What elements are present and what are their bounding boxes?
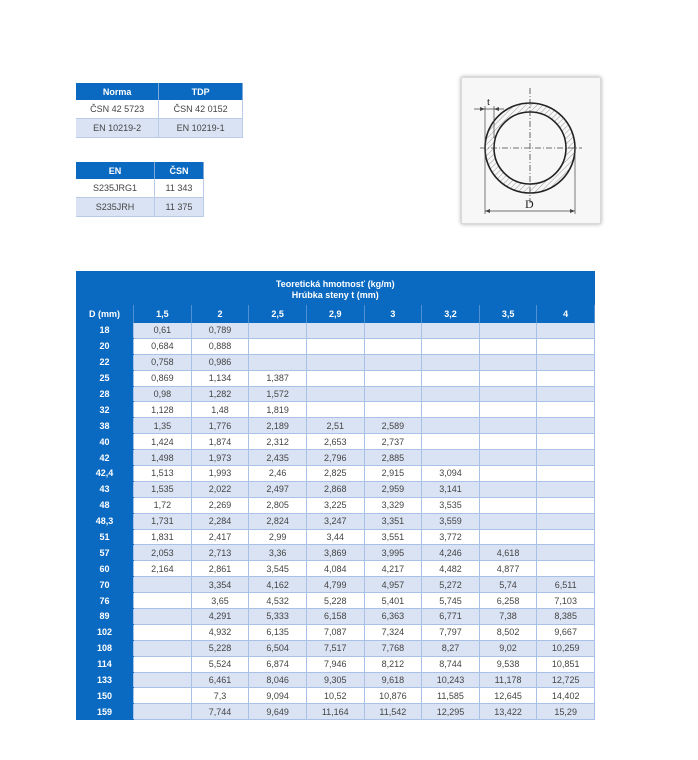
header-thickness: 3,2 xyxy=(422,305,480,323)
weight-cell: 2,022 xyxy=(191,481,249,497)
arrow-d-right xyxy=(570,209,575,213)
weight-cell xyxy=(537,402,595,418)
weight-cell: 2,885 xyxy=(364,450,422,466)
weight-cell: 4,246 xyxy=(422,545,480,561)
weight-cell: 9,094 xyxy=(249,688,307,704)
weight-cell: 3,225 xyxy=(306,497,364,513)
header-thickness: 2,9 xyxy=(306,305,364,323)
table-row xyxy=(76,450,595,466)
weight-cell xyxy=(422,338,480,354)
weight-cell: 10,851 xyxy=(537,656,595,672)
table-row xyxy=(76,656,595,672)
weight-cell: 2,189 xyxy=(249,418,307,434)
weight-cell xyxy=(537,386,595,402)
weight-cell: 9,667 xyxy=(537,624,595,640)
weight-cell: 4,217 xyxy=(364,561,422,577)
weight-cell xyxy=(306,354,364,370)
weight-cell: 1,731 xyxy=(134,513,192,529)
weight-cell xyxy=(479,402,537,418)
weight-cell: 1,831 xyxy=(134,529,192,545)
weight-cell xyxy=(364,338,422,354)
weight-cell: 5,333 xyxy=(249,609,307,625)
weight-cell: 9,305 xyxy=(306,672,364,688)
weight-cell: 10,243 xyxy=(422,672,480,688)
table-row xyxy=(76,561,595,577)
weight-cell xyxy=(537,561,595,577)
weight-cell: 7,517 xyxy=(306,640,364,656)
weight-cell: 2,737 xyxy=(364,434,422,450)
table-row xyxy=(76,323,595,338)
weight-cell xyxy=(537,497,595,513)
weight-cell: 4,618 xyxy=(479,545,537,561)
weight-cell xyxy=(306,338,364,354)
weight-cell: 2,269 xyxy=(191,497,249,513)
weight-cell: 4,532 xyxy=(249,593,307,609)
weight-cell: 1,973 xyxy=(191,450,249,466)
weight-cell xyxy=(422,450,480,466)
weight-cell: 7,103 xyxy=(537,593,595,609)
weight-cell: 12,645 xyxy=(479,688,537,704)
weight-cell xyxy=(422,434,480,450)
weight-cell: 10,52 xyxy=(306,688,364,704)
table-row xyxy=(76,593,595,609)
pipe-diagram-svg xyxy=(462,78,600,223)
header-norma: Norma xyxy=(76,83,159,100)
table-row xyxy=(76,434,595,450)
weight-cell xyxy=(364,386,422,402)
weight-cell: 0,684 xyxy=(134,338,192,354)
weight-cell: 1,282 xyxy=(191,386,249,402)
materials-table xyxy=(76,162,204,217)
table-row xyxy=(76,529,595,545)
cell: ČSN 42 5723 xyxy=(76,100,159,119)
weight-cell xyxy=(479,386,537,402)
weight-cell: 2,164 xyxy=(134,561,192,577)
weight-cell: 6,135 xyxy=(249,624,307,640)
weight-cell: 11,585 xyxy=(422,688,480,704)
weight-cell: 2,46 xyxy=(249,466,307,482)
weight-cell xyxy=(479,354,537,370)
weight-cell: 0,758 xyxy=(134,354,192,370)
weight-cell: 4,084 xyxy=(306,561,364,577)
weight-cell: 8,385 xyxy=(537,609,595,625)
title-line1: Teoretická hmotnosť (kg/m) xyxy=(275,279,395,289)
diameter-cell: 48 xyxy=(76,497,134,513)
diameter-cell: 60 xyxy=(76,561,134,577)
weight-cell xyxy=(134,640,192,656)
weight-cell: 7,946 xyxy=(306,656,364,672)
weight-cell: 0,789 xyxy=(191,323,249,338)
header-thickness: 4 xyxy=(537,305,595,323)
weight-cell: 10,876 xyxy=(364,688,422,704)
weight-cell: 4,932 xyxy=(191,624,249,640)
weight-cell: 2,959 xyxy=(364,481,422,497)
weight-cell: 7,797 xyxy=(422,624,480,640)
weight-cell: 2,653 xyxy=(306,434,364,450)
diameter-cell: 18 xyxy=(76,323,134,338)
weight-cell: 1,819 xyxy=(249,402,307,418)
table-row xyxy=(76,513,595,529)
diameter-cell: 32 xyxy=(76,402,134,418)
weight-cell: 5,228 xyxy=(306,593,364,609)
table-row xyxy=(76,609,595,625)
header-thickness: 3 xyxy=(364,305,422,323)
table-row xyxy=(76,100,243,119)
weight-table xyxy=(76,271,595,720)
title-line2: Hrúbka steny t (mm) xyxy=(291,290,379,300)
weight-cell: 11,164 xyxy=(306,704,364,720)
weight-cell: 2,915 xyxy=(364,466,422,482)
weight-cell: 11,542 xyxy=(364,704,422,720)
diameter-cell: 42 xyxy=(76,450,134,466)
weight-cell xyxy=(364,323,422,338)
table-row xyxy=(76,386,595,402)
header-thickness: 2,5 xyxy=(249,305,307,323)
weight-cell: 5,74 xyxy=(479,577,537,593)
diameter-cell: 42,4 xyxy=(76,466,134,482)
weight-cell: 1,513 xyxy=(134,466,192,482)
weight-cell xyxy=(306,323,364,338)
weight-cell xyxy=(249,323,307,338)
weight-cell: 5,272 xyxy=(422,577,480,593)
weight-cell xyxy=(422,386,480,402)
weight-cell: 8,27 xyxy=(422,640,480,656)
weight-cell: 6,258 xyxy=(479,593,537,609)
table-row xyxy=(76,338,595,354)
diameter-cell: 43 xyxy=(76,481,134,497)
weight-cell xyxy=(537,529,595,545)
weight-cell: 0,61 xyxy=(134,323,192,338)
diameter-cell: 20 xyxy=(76,338,134,354)
weight-cell: 5,745 xyxy=(422,593,480,609)
weight-cell: 9,618 xyxy=(364,672,422,688)
weight-cell xyxy=(537,434,595,450)
weight-cell: 9,649 xyxy=(249,704,307,720)
weight-cell: 1,134 xyxy=(191,370,249,386)
weight-cell xyxy=(479,434,537,450)
weight-cell: 1,498 xyxy=(134,450,192,466)
thickness-label: t xyxy=(487,96,491,108)
weight-cell: 8,212 xyxy=(364,656,422,672)
weight-cell: 2,99 xyxy=(249,529,307,545)
weight-cell: 7,324 xyxy=(364,624,422,640)
cell: EN 10219-1 xyxy=(159,119,243,138)
weight-cell xyxy=(537,545,595,561)
arrow-t-right xyxy=(494,107,499,111)
diameter-cell: 70 xyxy=(76,577,134,593)
weight-cell: 3,36 xyxy=(249,545,307,561)
weight-cell: 6,363 xyxy=(364,609,422,625)
weight-cell xyxy=(364,402,422,418)
arrow-d-left xyxy=(485,209,490,213)
header-tdp: TDP xyxy=(159,83,243,100)
weight-cell: 14,402 xyxy=(537,688,595,704)
weight-cell xyxy=(537,338,595,354)
weight-cell: 7,744 xyxy=(191,704,249,720)
weight-cell: 1,387 xyxy=(249,370,307,386)
weight-cell: 5,524 xyxy=(191,656,249,672)
diameter-cell: 76 xyxy=(76,593,134,609)
weight-cell: 6,158 xyxy=(306,609,364,625)
weight-cell xyxy=(134,688,192,704)
weight-cell xyxy=(479,481,537,497)
weight-cell xyxy=(422,354,480,370)
weight-cell xyxy=(364,354,422,370)
table-row xyxy=(76,577,595,593)
weight-table-body xyxy=(76,323,595,720)
weight-cell: 8,744 xyxy=(422,656,480,672)
diameter-cell: 114 xyxy=(76,656,134,672)
table-row xyxy=(76,119,243,138)
weight-cell: 7,768 xyxy=(364,640,422,656)
weight-cell: 6,771 xyxy=(422,609,480,625)
weight-cell: 8,502 xyxy=(479,624,537,640)
weight-cell: 6,461 xyxy=(191,672,249,688)
weight-cell xyxy=(422,402,480,418)
column-header-row xyxy=(76,305,595,323)
table-row xyxy=(76,198,204,217)
cell: ČSN 42 0152 xyxy=(159,100,243,119)
header-thickness: 3,5 xyxy=(479,305,537,323)
diameter-cell: 38 xyxy=(76,418,134,434)
weight-cell xyxy=(134,704,192,720)
weight-cell: 1,874 xyxy=(191,434,249,450)
weight-table-title xyxy=(76,271,595,305)
weight-cell xyxy=(479,529,537,545)
weight-cell: 0,869 xyxy=(134,370,192,386)
table-row xyxy=(76,481,595,497)
weight-cell: 0,98 xyxy=(134,386,192,402)
table-row xyxy=(76,545,595,561)
weight-cell: 2,435 xyxy=(249,450,307,466)
weight-cell xyxy=(479,418,537,434)
weight-cell xyxy=(537,323,595,338)
standards-table xyxy=(76,83,243,138)
diameter-label: D xyxy=(525,197,534,211)
weight-cell: 3,141 xyxy=(422,481,480,497)
weight-cell: 0,986 xyxy=(191,354,249,370)
diameter-cell: 159 xyxy=(76,704,134,720)
weight-cell: 2,861 xyxy=(191,561,249,577)
diameter-cell: 102 xyxy=(76,624,134,640)
weight-cell xyxy=(479,370,537,386)
weight-cell xyxy=(537,450,595,466)
weight-cell xyxy=(249,354,307,370)
cell: S235JRG1 xyxy=(76,179,154,198)
pipe-cross-section-diagram xyxy=(461,77,601,224)
weight-cell: 1,424 xyxy=(134,434,192,450)
diameter-cell: 57 xyxy=(76,545,134,561)
weight-cell: 11,178 xyxy=(479,672,537,688)
weight-cell xyxy=(134,672,192,688)
table-row xyxy=(76,497,595,513)
weight-cell: 12,725 xyxy=(537,672,595,688)
arrow-t-left xyxy=(480,107,485,111)
weight-cell: 3,995 xyxy=(364,545,422,561)
weight-cell: 2,312 xyxy=(249,434,307,450)
weight-cell xyxy=(537,370,595,386)
weight-cell: 3,535 xyxy=(422,497,480,513)
table-row xyxy=(76,402,595,418)
weight-cell: 9,538 xyxy=(479,656,537,672)
weight-cell xyxy=(537,513,595,529)
weight-cell xyxy=(364,370,422,386)
weight-cell xyxy=(479,338,537,354)
weight-cell: 2,868 xyxy=(306,481,364,497)
weight-cell xyxy=(422,323,480,338)
weight-cell: 3,65 xyxy=(191,593,249,609)
weight-cell xyxy=(422,418,480,434)
table-row xyxy=(76,354,595,370)
weight-cell: 6,874 xyxy=(249,656,307,672)
table-row xyxy=(76,672,595,688)
weight-cell xyxy=(134,609,192,625)
weight-cell xyxy=(537,418,595,434)
weight-cell: 1,72 xyxy=(134,497,192,513)
weight-cell: 3,354 xyxy=(191,577,249,593)
weight-cell xyxy=(306,370,364,386)
weight-cell: 4,291 xyxy=(191,609,249,625)
table-row xyxy=(76,688,595,704)
weight-cell: 1,776 xyxy=(191,418,249,434)
weight-cell: 10,259 xyxy=(537,640,595,656)
weight-cell: 4,482 xyxy=(422,561,480,577)
header-csn: ČSN xyxy=(154,162,203,179)
weight-cell: 2,713 xyxy=(191,545,249,561)
cell: 11 375 xyxy=(154,198,203,217)
weight-cell xyxy=(479,513,537,529)
weight-cell: 1,993 xyxy=(191,466,249,482)
cell: EN 10219-2 xyxy=(76,119,159,138)
weight-cell: 2,796 xyxy=(306,450,364,466)
weight-cell: 3,247 xyxy=(306,513,364,529)
table-row xyxy=(76,624,595,640)
weight-cell: 8,046 xyxy=(249,672,307,688)
weight-cell xyxy=(134,577,192,593)
weight-cell: 2,824 xyxy=(249,513,307,529)
diameter-cell: 25 xyxy=(76,370,134,386)
weight-cell: 4,957 xyxy=(364,577,422,593)
weight-cell xyxy=(537,354,595,370)
weight-cell: 1,128 xyxy=(134,402,192,418)
cell: S235JRH xyxy=(76,198,154,217)
table-row xyxy=(76,418,595,434)
weight-cell xyxy=(479,323,537,338)
diameter-cell: 51 xyxy=(76,529,134,545)
weight-cell xyxy=(537,466,595,482)
weight-cell: 3,772 xyxy=(422,529,480,545)
table-row xyxy=(76,179,204,198)
weight-cell xyxy=(134,593,192,609)
table-row xyxy=(76,640,595,656)
weight-cell xyxy=(134,624,192,640)
header-thickness: 2 xyxy=(191,305,249,323)
weight-cell: 1,535 xyxy=(134,481,192,497)
weight-cell: 1,48 xyxy=(191,402,249,418)
weight-cell xyxy=(134,656,192,672)
weight-cell xyxy=(479,497,537,513)
weight-cell xyxy=(422,370,480,386)
weight-cell: 2,053 xyxy=(134,545,192,561)
weight-cell xyxy=(249,338,307,354)
weight-cell xyxy=(306,402,364,418)
weight-cell xyxy=(479,450,537,466)
weight-cell: 3,094 xyxy=(422,466,480,482)
weight-cell: 9,02 xyxy=(479,640,537,656)
diameter-cell: 89 xyxy=(76,609,134,625)
header-thickness: 1,5 xyxy=(134,305,192,323)
weight-cell xyxy=(306,386,364,402)
weight-cell: 13,422 xyxy=(479,704,537,720)
weight-cell: 4,877 xyxy=(479,561,537,577)
weight-cell: 2,825 xyxy=(306,466,364,482)
weight-cell: 3,545 xyxy=(249,561,307,577)
table-row xyxy=(76,704,595,720)
weight-cell: 2,497 xyxy=(249,481,307,497)
weight-cell: 6,511 xyxy=(537,577,595,593)
weight-cell: 4,799 xyxy=(306,577,364,593)
weight-cell: 5,401 xyxy=(364,593,422,609)
header-en: EN xyxy=(76,162,154,179)
diameter-cell: 133 xyxy=(76,672,134,688)
weight-cell: 2,284 xyxy=(191,513,249,529)
weight-cell: 7,3 xyxy=(191,688,249,704)
weight-cell: 3,329 xyxy=(364,497,422,513)
weight-cell: 3,351 xyxy=(364,513,422,529)
diameter-cell: 22 xyxy=(76,354,134,370)
weight-cell: 2,417 xyxy=(191,529,249,545)
weight-cell: 0,888 xyxy=(191,338,249,354)
table-row xyxy=(76,370,595,386)
weight-cell xyxy=(537,481,595,497)
weight-cell: 3,559 xyxy=(422,513,480,529)
diameter-cell: 40 xyxy=(76,434,134,450)
weight-cell: 3,869 xyxy=(306,545,364,561)
diameter-cell: 150 xyxy=(76,688,134,704)
weight-cell: 3,551 xyxy=(364,529,422,545)
weight-cell: 7,087 xyxy=(306,624,364,640)
weight-cell: 4,162 xyxy=(249,577,307,593)
weight-cell: 15,29 xyxy=(537,704,595,720)
weight-cell: 2,805 xyxy=(249,497,307,513)
weight-cell: 6,504 xyxy=(249,640,307,656)
header-diameter: D (mm) xyxy=(76,305,134,323)
diameter-cell: 28 xyxy=(76,386,134,402)
diameter-cell: 48,3 xyxy=(76,513,134,529)
weight-cell: 3,44 xyxy=(306,529,364,545)
weight-cell: 2,51 xyxy=(306,418,364,434)
table-row xyxy=(76,466,595,482)
weight-cell: 1,35 xyxy=(134,418,192,434)
weight-cell: 1,572 xyxy=(249,386,307,402)
weight-cell xyxy=(479,466,537,482)
weight-cell: 12,295 xyxy=(422,704,480,720)
cell: 11 343 xyxy=(154,179,203,198)
weight-cell: 7,38 xyxy=(479,609,537,625)
weight-cell: 5,228 xyxy=(191,640,249,656)
weight-cell: 2,589 xyxy=(364,418,422,434)
diameter-cell: 108 xyxy=(76,640,134,656)
